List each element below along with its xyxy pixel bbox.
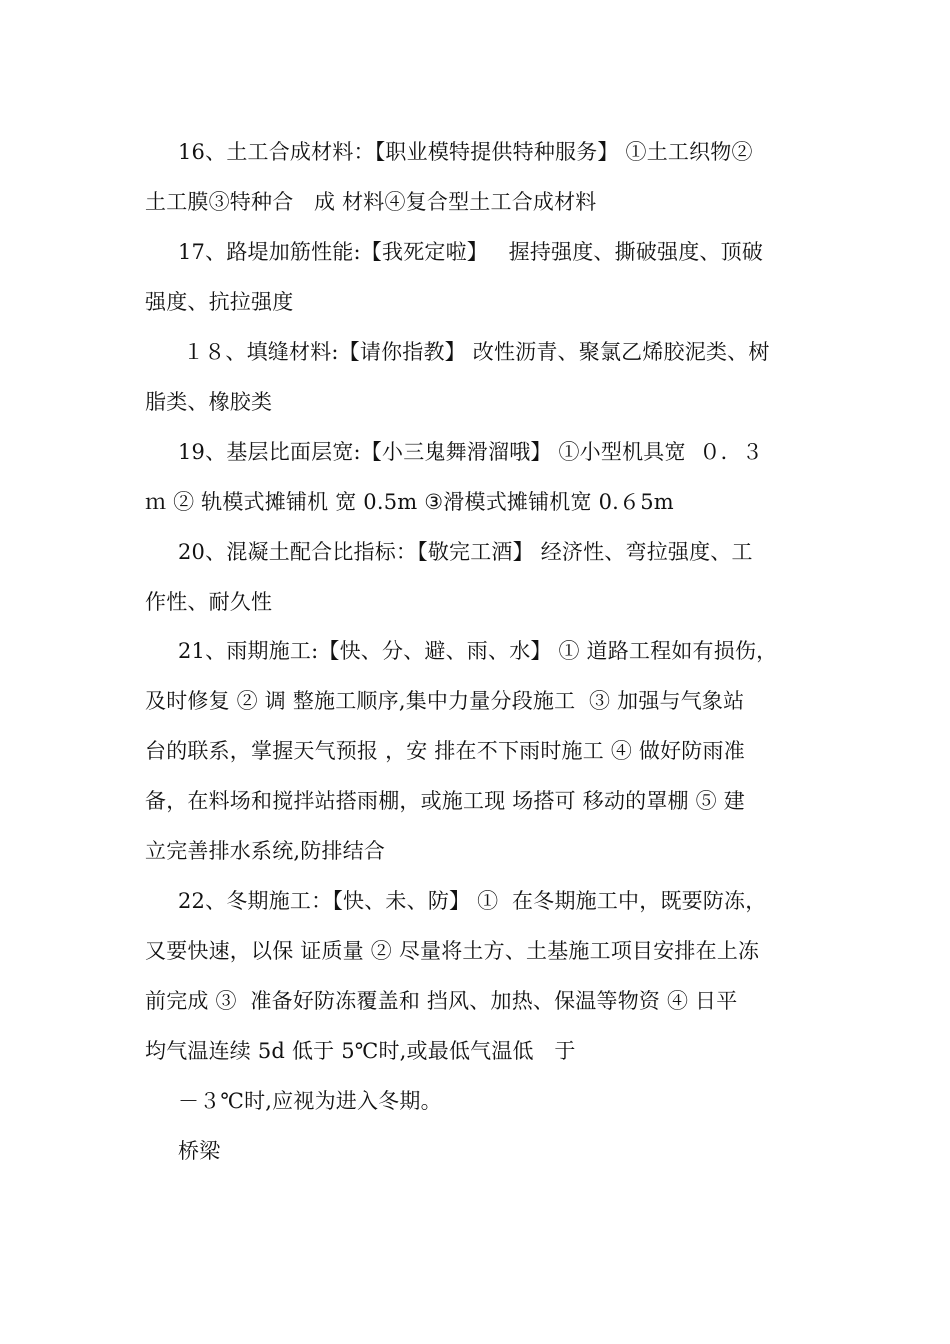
item-17-line-2: 强度、抗拉强度 — [145, 290, 294, 314]
item-18-line-2: 脂类、橡胶类 — [145, 390, 273, 414]
item-21-line-2: 及时修复 ② 调 整施工顺序,集中力量分段施工 ③ 加强与气象站 — [145, 689, 745, 713]
item-22-line-2: 又要快速，以保 证质量 ② 尽量将土方、土基施工项目安排在上冻 — [145, 939, 760, 963]
item-21-line-4: 备，在料场和搅拌站搭雨棚，或施工现 场搭可 移动的罩棚 ⑤ 建 — [145, 789, 745, 813]
item-22-line-1: 22、冬期施工：【快、未、防】 ① 在冬期施工中，既要防冻， — [178, 889, 767, 913]
item-21-line-3: 台的联系，掌握天气预报 ，安 排在不下雨时施工 ④ 做好防雨准 — [145, 739, 745, 763]
item-21-line-1: 21、雨期施工:【快、分、避、雨、水】 ① 道路工程如有损伤， — [178, 639, 778, 663]
section-heading-bridge: 桥梁 — [178, 1139, 221, 1163]
item-22-line-3: 前完成 ③ 准备好防冻覆盖和 挡风、加热、保温等物资 ④ 日平 — [145, 989, 738, 1013]
item-22-line-5: －３℃时,应视为进入冬期。 — [178, 1089, 442, 1113]
item-17-line-1: 17、路堤加筋性能:【我死定啦】 握持强度、撕破强度、顶破 — [178, 240, 764, 264]
item-19-line-2: ｍ ② 轨模式摊铺机 宽 0.5m ③滑模式摊铺机宽 0.６5m — [145, 490, 674, 514]
item-16-line-2: 土工膜③特种合 成 材料④复合型土工合成材料 — [145, 190, 597, 214]
item-18-line-1: １８、填缝材料:【请你指教】 改性沥青、聚氯乙烯胶泥类、树 — [183, 340, 770, 364]
item-19-line-1: 19、基层比面层宽:【小三鬼舞滑溜哦】 ①小型机具宽 ０．３ — [178, 440, 764, 464]
item-16-line-1: 16、土工合成材料：【职业模特提供特种服务】 ①土工织物② — [178, 140, 753, 164]
item-20-line-2: 作性、耐久性 — [145, 590, 273, 614]
item-21-line-5: 立完善排水系统,防排结合 — [145, 839, 386, 863]
item-20-line-1: 20、混凝土配合比指标：【敬完工酒】 经济性、弯拉强度、工 — [178, 540, 753, 564]
item-22-line-4: 均气温连续 5d 低于 5℃时,或最低气温低 于 — [145, 1039, 576, 1063]
